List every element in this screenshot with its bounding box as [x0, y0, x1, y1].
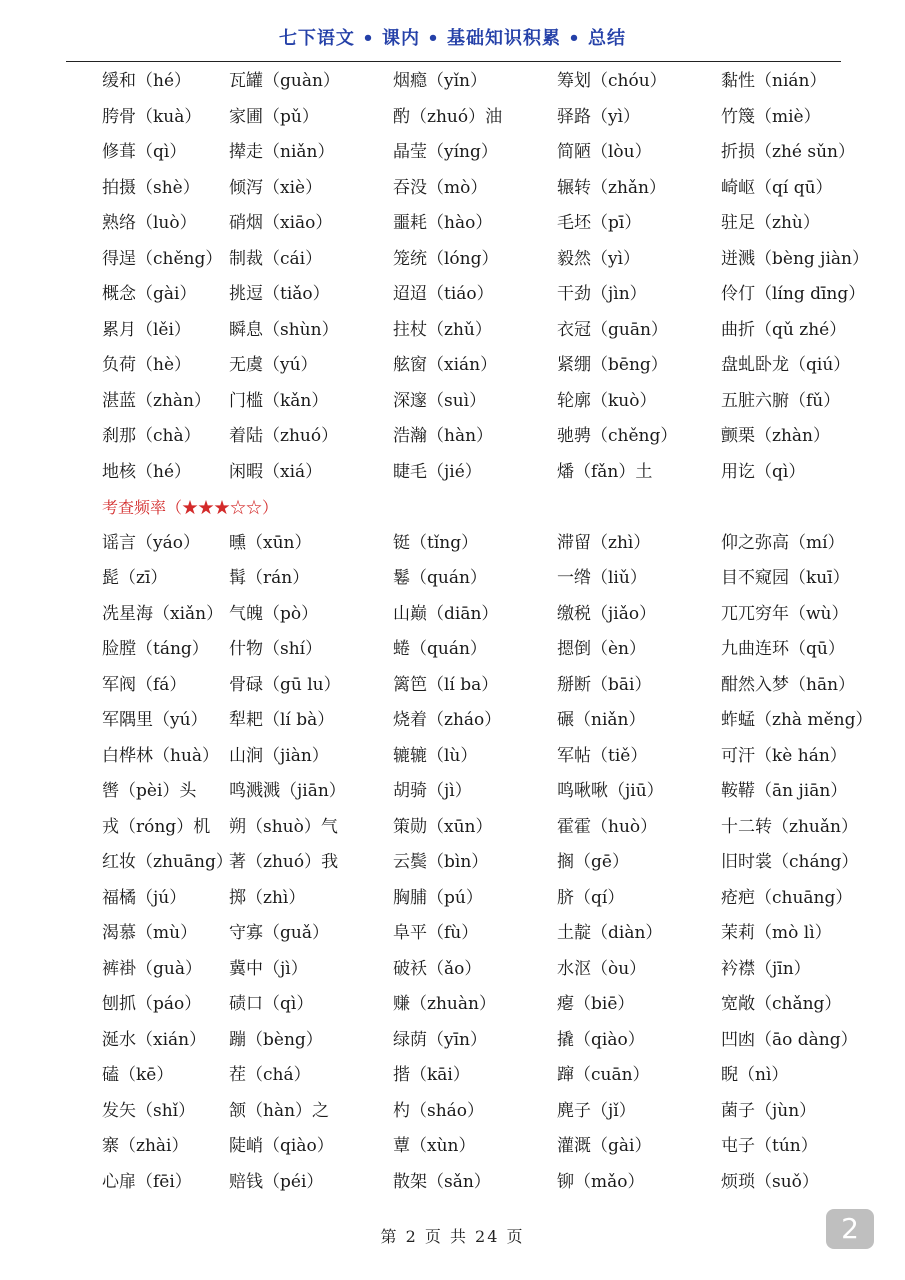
vocab-entry: 修葺（qì） [102, 142, 187, 162]
vocab-entry: 蕈（xùn） [393, 1136, 476, 1156]
vocab-entry: 熟络（luò） [102, 213, 197, 233]
vocab-entry: 累月（lěi） [102, 319, 191, 340]
vocab-entry: 挑逗（tiǎo） [229, 284, 330, 304]
vocab-row [102, 135, 862, 171]
vocab-row [102, 881, 862, 917]
vocab-entry: 曲折（qǔ zhé） [721, 319, 847, 340]
vocab-entry: 烟瘾（yǐn） [393, 71, 487, 91]
vocab-entry: 裤褂（guà） [102, 958, 202, 979]
vocab-entry: 折损（zhé sǔn） [721, 142, 855, 162]
vocab-entry: 晶莹（yíng） [393, 142, 498, 162]
vocab-entry: 胸脯（pú） [393, 887, 483, 908]
vocab-entry: 舷窗（xián） [393, 355, 498, 375]
vocab-entry: 策勋（xūn） [393, 816, 493, 837]
vocab-entry: 碛口（qì） [229, 994, 314, 1014]
vocab-entry: 湛蓝（zhàn） [102, 390, 211, 411]
vocab-entry: 铤（tǐng） [393, 532, 479, 553]
vocab-entry: 目不窥园（kuī） [721, 568, 850, 588]
vocab-entry: 辔（pèi）头 [102, 781, 197, 801]
vocab-entry: 崎岖（qí qū） [721, 177, 833, 198]
vocab-entry: 屯子（tún） [721, 1136, 818, 1156]
page-footer: 第 2 页 共 24 页 [380, 1227, 525, 1246]
vocab-entry: 地核（hé） [102, 461, 192, 482]
vocab-entry: 颔（hàn）之 [229, 1100, 330, 1121]
vocab-row [102, 597, 862, 633]
vocab-entry: 倾泻（xiè） [229, 177, 323, 198]
vocab-entry: 鸣溅溅（jiān） [229, 781, 346, 801]
vocab-row [102, 242, 869, 278]
vocab-row [102, 526, 862, 562]
vocab-entry: 睨（nì） [721, 1065, 789, 1085]
vocab-entry: 水沤（òu） [557, 958, 647, 979]
vocab-row [102, 348, 862, 384]
vocab-entry: 驻足（zhù） [721, 213, 820, 233]
vocab-entry: 土靛（diàn） [557, 923, 663, 943]
vocab-entry: 门槛（kǎn） [229, 390, 329, 411]
vocab-entry: 掷（zhì） [229, 887, 306, 908]
vocab-entry: 脐（qí） [557, 887, 625, 908]
vocab-entry: 驿路（yì） [557, 106, 641, 127]
vocab-entry: 盘虬卧龙（qiú） [721, 355, 851, 375]
vocab-entry: 灌溉（gài） [557, 1136, 652, 1156]
vocab-entry: 笼统（lóng） [393, 248, 499, 269]
vocab-entry: 毅然（yì） [557, 248, 641, 269]
vocab-entry: 负荷（hè） [102, 355, 192, 375]
vocab-entry: 可汗（kè hán） [721, 745, 847, 766]
vocab-entry: 蹦（bèng） [229, 1029, 323, 1050]
vocab-entry: 搁（gē） [557, 852, 629, 872]
vocab-entry: 绿荫（yīn） [393, 1029, 487, 1050]
vocab-entry: 瞬息（shùn） [229, 319, 339, 340]
vocab-row [102, 1058, 862, 1094]
vocab-row [102, 206, 862, 242]
vocab-row [102, 739, 862, 775]
vocab-entry: 迢迢（tiáo） [393, 284, 494, 304]
vocab-entry: 陡峭（qiào） [229, 1136, 334, 1156]
vocab-entry: 刹那（chà） [102, 426, 201, 446]
vocab-row [102, 916, 862, 952]
frequency-section-title: 考查频率（★★★☆☆） [102, 498, 279, 517]
vocab-entry: 烦琐（suǒ） [721, 1171, 819, 1192]
vocab-entry: 毛坯（pī） [557, 213, 642, 233]
vocab-entry: 军帖（tiě） [557, 745, 648, 766]
vocab-entry: 寨（zhài） [102, 1136, 189, 1156]
vocab-entry: 白桦林（huà） [102, 745, 220, 766]
vocab-entry: 云鬓（bìn） [393, 852, 489, 872]
vocab-entry: 概念（gài） [102, 284, 197, 304]
vocab-entry: 红妆（zhuāng） [102, 852, 233, 872]
vocab-entry: 十二转（zhuǎn） [721, 816, 858, 837]
vocab-entry: 气魄（pò） [229, 603, 319, 624]
vocab-entry: 伶仃（líng dīng） [721, 284, 866, 304]
vocab-row [102, 1094, 862, 1130]
vocab-entry: 烧着（zháo） [393, 710, 502, 730]
vocab-entry: 硝烟（xiāo） [229, 213, 333, 233]
vocab-entry: 山巅（diān） [393, 603, 499, 624]
vocab-entry: 瓦罐（guàn） [229, 71, 340, 91]
vocab-entry: 简陋（lòu） [557, 142, 652, 162]
vocab-entry: 筹划（chóu） [557, 71, 667, 91]
vocab-row [102, 1165, 862, 1201]
vocab-row [102, 810, 862, 846]
vocab-row [102, 1129, 862, 1165]
vocab-entry: 凹凼（āo dàng） [721, 1029, 858, 1050]
vocab-entry: 涎水（xián） [102, 1029, 207, 1050]
vocab-entry: 衿襟（jīn） [721, 958, 811, 979]
vocab-entry: 谣言（yáo） [102, 532, 200, 553]
vocab-entry: 宽敞（chǎng） [721, 994, 842, 1014]
vocab-entry: 干劲（jìn） [557, 284, 647, 304]
vocab-row [102, 952, 862, 988]
vocab-entry: 浩瀚（hàn） [393, 426, 494, 446]
vocab-entry: 拍摄（shè） [102, 177, 200, 198]
vocab-entry: 疮疤（chuāng） [721, 887, 853, 908]
vocab-row [102, 703, 873, 739]
page-header-title: 七下语文 • 课内 • 基础知识积累 • 总结 [278, 28, 627, 49]
vocab-entry: 发矢（shǐ） [102, 1100, 196, 1121]
vocab-entry: 揩（kāi） [393, 1065, 470, 1085]
vocab-entry: 燔（fǎn）土 [557, 461, 653, 482]
vocab-row [102, 100, 862, 136]
vocab-entry: 髯（rán） [229, 568, 310, 588]
vocab-entry: 军隅里（yú） [102, 710, 208, 730]
vocab-entry: 竹篾（miè） [721, 106, 821, 127]
vocab-entry: 鸣啾啾（jiū） [557, 781, 664, 801]
vocab-entry: 茬（chá） [229, 1065, 311, 1085]
vocab-row [102, 632, 862, 668]
vocab-row [102, 313, 862, 349]
vocab-entry: 衣冠（guān） [557, 319, 668, 340]
vocab-row [102, 987, 862, 1023]
vocab-entry: 颤栗（zhàn） [721, 426, 830, 446]
vocab-entry: 阜平（fù） [393, 923, 479, 943]
vocab-entry: 紧绷（bēng） [557, 355, 668, 375]
vocab-entry: 碾（niǎn） [557, 710, 646, 730]
vocab-row [102, 64, 862, 100]
vocab-entry: 掰断（bāi） [557, 674, 652, 695]
vocab-entry: 酣然入梦（hān） [721, 674, 856, 695]
vocab-entry: 鞍鞯（ān jiān） [721, 781, 848, 801]
vocab-entry: 麂子（jǐ） [557, 1100, 636, 1121]
vocab-row [102, 277, 866, 313]
vocab-entry: 辘辘（lù） [393, 745, 478, 766]
vocab-entry: 深邃（suì） [393, 390, 487, 411]
vocab-entry: 磕（kē） [102, 1065, 174, 1085]
vocab-entry: 心扉（fēi） [102, 1171, 192, 1192]
vocab-entry: 制裁（cái） [229, 248, 323, 269]
vocab-entry: 闲暇（xiá） [229, 461, 323, 482]
vocab-entry: 福橘（jú） [102, 887, 187, 908]
vocab-row [102, 845, 862, 881]
vocab-row [102, 668, 862, 704]
vocab-entry: 菌子（jùn） [721, 1100, 817, 1121]
vocab-entry: 轮廓（kuò） [557, 390, 657, 411]
vocab-entry: 睫毛（jié） [393, 461, 482, 482]
vocab-entry: 胯骨（kuà） [102, 106, 202, 127]
vocab-row [102, 384, 862, 420]
frequency-section-row [102, 490, 862, 526]
vocab-entry: 犁耙（lí bà） [229, 710, 335, 730]
vocab-entry: 赚（zhuàn） [393, 994, 496, 1014]
vocab-entry: 骨碌（gū lu） [229, 674, 341, 695]
vocab-entry: 仰之弥高（mí） [721, 532, 845, 553]
vocab-entry: 蜷（quán） [393, 639, 487, 659]
vocab-entry: 铆（mǎo） [557, 1171, 645, 1192]
vocab-entry: 用讫（qì） [721, 461, 806, 482]
vocab-entry: 曛（xūn） [229, 532, 312, 553]
vocab-entry: 胡骑（jì） [393, 781, 472, 801]
vocab-entry: 山涧（jiàn） [229, 745, 329, 766]
vocab-entry: 散架（sǎn） [393, 1171, 491, 1192]
header-divider [66, 61, 841, 62]
vocab-row [102, 1023, 862, 1059]
vocab-entry: 撵走（niǎn） [229, 142, 335, 162]
vocab-row [102, 419, 862, 455]
vocab-entry: 杓（sháo） [393, 1100, 485, 1121]
vocab-entry: 辗转（zhǎn） [557, 177, 666, 198]
vocab-entry: 脸膛（táng） [102, 639, 209, 659]
vocab-entry: 五脏六腑（fǔ） [721, 390, 841, 411]
vocab-entry: 家圃（pǔ） [229, 106, 319, 127]
vocab-entry: 破袄（ǎo） [393, 958, 482, 979]
vocab-row [102, 455, 862, 491]
vocab-entry: 朔（shuò）气 [229, 816, 338, 837]
vocab-entry: 戎（róng）机 [102, 816, 211, 837]
vocab-entry: 篱笆（lí ba） [393, 674, 499, 695]
vocab-entry: 鬈（quán） [393, 568, 487, 588]
vocab-entry: 著（zhuó）我 [229, 852, 339, 872]
vocab-entry: 噩耗（hào） [393, 213, 493, 233]
vocab-entry: 一绺（liǔ） [557, 568, 647, 588]
vocab-entry: 刨抓（páo） [102, 994, 202, 1014]
vocab-entry: 吞没（mò） [393, 177, 488, 198]
vocab-entry: 冼星海（xiǎn） [102, 603, 224, 624]
vocab-entry: 迸溅（bèng jiàn） [721, 248, 869, 269]
vocab-entry: 兀兀穷年（wù） [721, 603, 849, 624]
vocab-entry: 着陆（zhuó） [229, 426, 339, 446]
vocab-entry: 拄杖（zhǔ） [393, 319, 492, 340]
vocab-entry: 霍霍（huò） [557, 816, 658, 837]
vocab-entry: 九曲连环（qū） [721, 639, 845, 659]
vocab-entry: 茉莉（mò lì） [721, 923, 832, 943]
vocab-row [102, 774, 862, 810]
vocab-entry: 缓和（hé） [102, 71, 192, 91]
vocab-entry: 赔钱（péi） [229, 1171, 324, 1192]
vocab-entry: 军阀（fá） [102, 674, 187, 695]
vocab-entry: 蹿（cuān） [557, 1065, 650, 1085]
vocab-entry: 滞留（zhì） [557, 532, 651, 553]
vocab-entry: 无虞（yú） [229, 355, 318, 375]
vocab-entry: 什物（shí） [229, 639, 323, 659]
vocab-entry: 髭（zī） [102, 568, 168, 588]
vocab-entry: 守寡（guǎ） [229, 923, 329, 943]
vocab-entry: 缴税（jiǎo） [557, 603, 657, 624]
vocab-row [102, 561, 862, 597]
page-number-badge: 2 [826, 1209, 874, 1249]
vocab-entry: 酌（zhuó）油 [393, 106, 503, 127]
vocabulary-grid [102, 64, 873, 1200]
vocab-entry: 驰骋（chěng） [557, 426, 678, 446]
vocab-entry: 旧时裳（cháng） [721, 852, 859, 872]
vocab-entry: 冀中（jì） [229, 958, 308, 979]
vocab-entry: 黏性（nián） [721, 71, 827, 91]
vocab-entry: 瘪（biē） [557, 994, 635, 1014]
vocab-row [102, 171, 862, 207]
vocab-entry: 渴慕（mù） [102, 923, 198, 943]
vocab-entry: 得逞（chěng） [102, 248, 223, 269]
vocab-entry: 摁倒（èn） [557, 639, 647, 659]
vocab-entry: 蚱蜢（zhà měng） [721, 710, 873, 730]
vocab-entry: 撬（qiào） [557, 1029, 645, 1050]
